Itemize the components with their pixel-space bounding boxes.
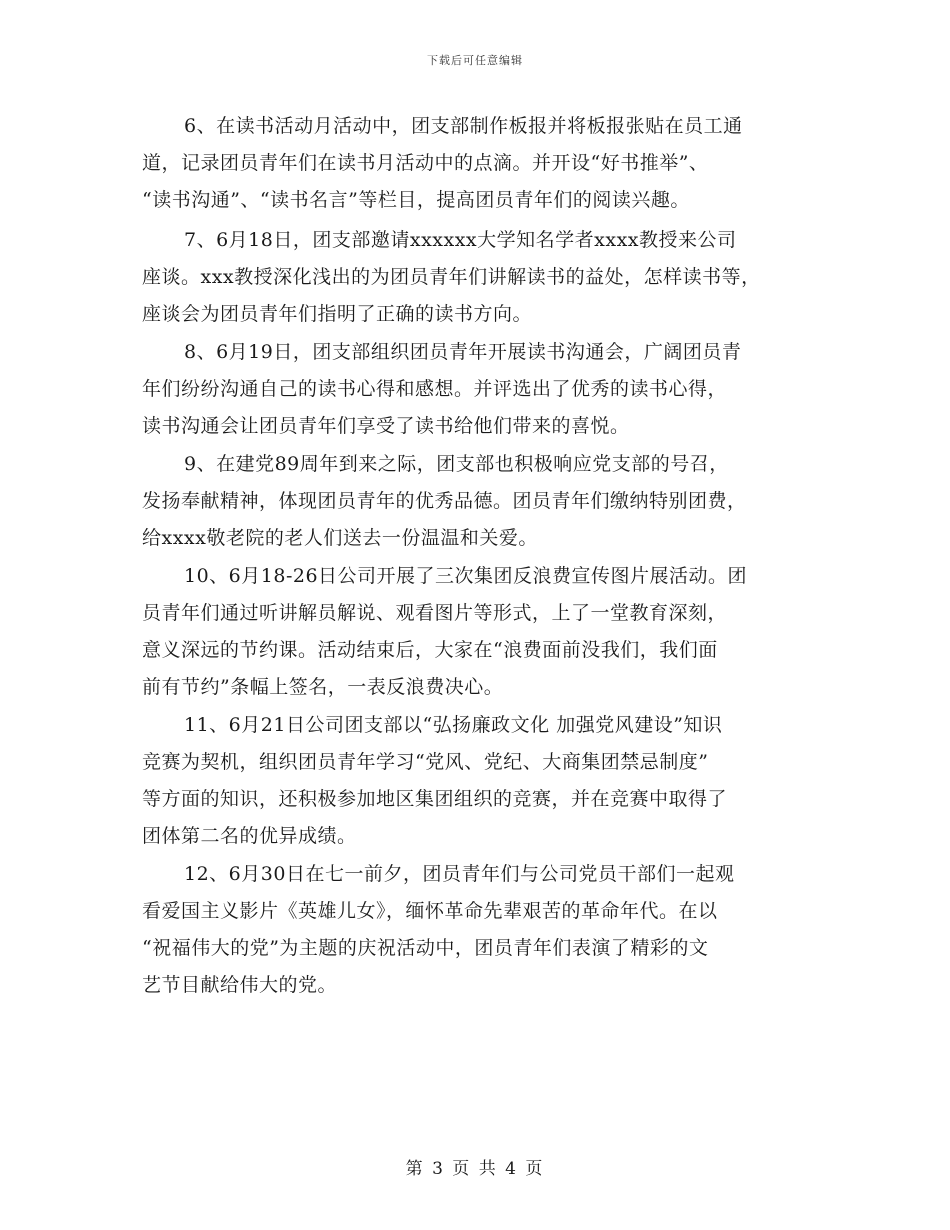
paragraph-12-line-2: 看爱国主义影片《英雄儿女》，缅怀革命先辈艰苦的革命年代。在以 [142, 900, 718, 922]
paragraph-11-line-1: 11、6月21日公司团支部以“弘扬廉政文化 加强党风建设”知识 [184, 714, 723, 736]
paragraph-9-line-1: 9、在建党89周年到来之际，团支部也积极响应党支部的号召， [184, 453, 729, 475]
paragraph-6-line-3: “读书沟通”、“读书名言”等栏目，提高团员青年们的阅读兴趣。 [142, 189, 690, 211]
paragraph-12-line-1: 12、6月30日在七一前夕，团员青年们与公司党员干部们一起观 [184, 863, 735, 885]
paragraph-8-line-1: 8、6月19日，团支部组织团员青年开展读书沟通会，广阔团员青 [184, 341, 742, 363]
paragraph-12-line-4: 艺节目献给伟大的党。 [142, 974, 338, 996]
paragraph-7-line-3: 座谈会为团员青年们指明了正确的读书方向。 [142, 303, 533, 325]
paragraph-7-line-1: 7、6月18日，团支部邀请xxxxxx大学知名学者xxxx教授来公司 [184, 229, 737, 251]
paragraph-6-line-2: 道，记录团员青年们在读书月活动中的点滴。并开设“好书推举”、 [142, 152, 709, 174]
paragraph-8-line-3: 读书沟通会让团员青年们享受了读书给他们带来的喜悦。 [142, 415, 630, 437]
paragraph-10-line-3: 意义深远的节约课。活动结束后，大家在“浪费面前没我们，我们面 [142, 639, 718, 661]
paragraph-12-line-3: “祝福伟大的党”为主题的庆祝活动中，团员青年们表演了精彩的文 [142, 937, 709, 959]
paragraph-8-line-2: 年们纷纷沟通自己的读书心得和感想。并评选出了优秀的读书心得， [142, 378, 728, 400]
paragraph-9-line-3: 给xxxx敬老院的老人们送去一份温温和关爱。 [142, 527, 538, 549]
paragraph-10-line-1: 10、6月18-26日公司开展了三次集团反浪费宣传图片展活动。团 [184, 565, 748, 587]
paragraph-10-line-2: 员青年们通过听讲解员解说、观看图片等形式，上了一堂教育深刻， [142, 602, 728, 624]
page-number-footer: 第 3 页 共 4 页 [405, 1159, 545, 1179]
paragraph-11-line-2: 竞赛为契机，组织团员青年学习“党风、党纪、大商集团禁忌制度” [142, 751, 709, 773]
paragraph-7-line-2: 座谈。xxx教授深化浅出的为团员青年们讲解读书的益处，怎样读书等， [142, 266, 761, 288]
paragraph-10-line-4: 前有节约”条幅上签名，一表反浪费决心。 [142, 676, 504, 698]
paragraph-6-line-1: 6、在读书活动月活动中，团支部制作板报并将板报张贴在员工通 [184, 115, 743, 137]
paragraph-11-line-4: 团体第二名的优异成绩。 [142, 825, 357, 847]
page-header: 下载后可任意编辑 [427, 54, 523, 67]
paragraph-9-line-2: 发扬奉献精神，体现团员青年的优秀品德。团员青年们缴纳特别团费， [142, 490, 747, 512]
paragraph-11-line-3: 等方面的知识，还积极参加地区集团组织的竞赛，并在竞赛中取得了 [142, 788, 728, 810]
